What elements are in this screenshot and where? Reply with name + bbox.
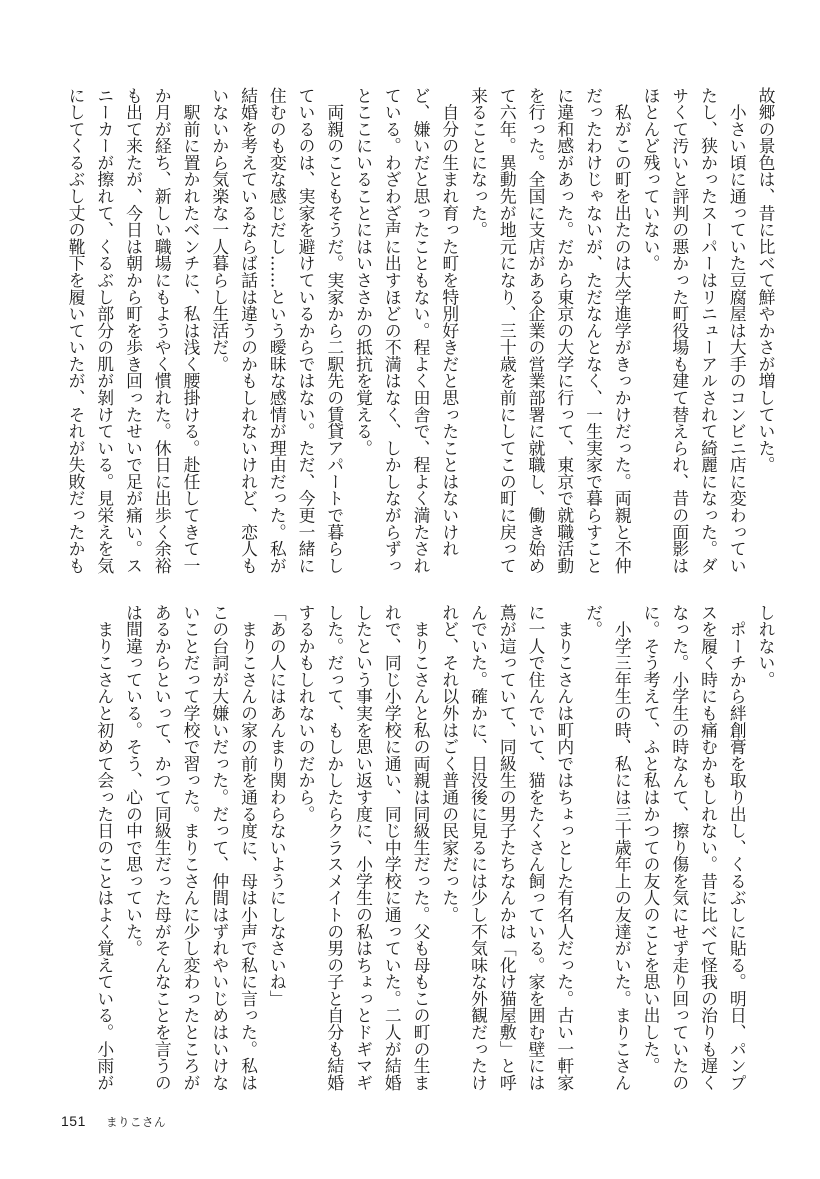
text-column: 故郷の景色は、昔に比べて鮮やかさが増していた。 — [756, 87, 776, 474]
text-column: とここにいることにはいささかの抵抗を覚える。 — [353, 87, 374, 457]
text-column: サくて汚いと評判の悪かった町役場も建て替えられ、昔の面影は — [669, 87, 690, 574]
text-column: だったわけじゃないが、ただなんとなく、一生実家で暮らすこと — [583, 87, 604, 574]
text-column: スを履く時にも痛むかもしれない。昔に比べて怪我の治りも遅く — [698, 604, 719, 1091]
text-column: ポーチから絆創膏を取り出し、くるぶしに貼る。明日、パンプ — [727, 604, 748, 1091]
text-column: に。そう考えて、ふと私はかつての友人のことを思い出した。 — [641, 604, 661, 1075]
text-column: したという事実を思い返す度に、小学生の私はちょっとドギマギ — [353, 604, 374, 1091]
text-column: んでいた。確かに、日没後に見るには少し不気味な外観だったけ — [468, 604, 489, 1091]
text-column: まりこさんと初めて会った日のことはよく覚えている。小雨が — [94, 604, 115, 1091]
text-column: 蔦が這っていて、同級生の男子たちなんかは「化け猫屋敷」と呼 — [497, 604, 518, 1091]
text-column: 小さい頃に通っていた豆腐屋は大手のコンビニ店に変わってい — [727, 87, 748, 574]
text-column: いないから気楽な一人暮らし生活だ。 — [209, 87, 230, 373]
page-number: 151 — [61, 1113, 86, 1129]
text-column: 自分の生まれ育った町を特別好きだと思ったことはないけれ — [439, 87, 460, 558]
text-column: ているのは、実家を避けているからではない。ただ、今更一緒に — [296, 87, 316, 574]
text-column: ニーカーが擦れて、くるぶし部分の肌が剝けている。見栄えを気 — [94, 87, 115, 574]
text-column: まりこさんの家の前を通る度に、母は小声で私に言った。私は — [238, 604, 259, 1091]
text-column: するかもしれないのだから。 — [296, 604, 316, 823]
text-column: て六年。異動先が地元になり、三十歳を前にしてこの町に戻って — [497, 87, 518, 574]
text-column: を行った。全国に支店がある企業の営業部署に就職し、働き始め — [526, 87, 546, 574]
text-column: は間違っている。そう、心の中で思っていた。 — [123, 604, 144, 957]
text-column: 住むのも変な感じだし……という曖昧な感情が理由だった。私が — [267, 87, 288, 574]
text-column: ど、嫌いだと思ったこともない。程よく田舎で、程よく満たされ — [411, 87, 431, 574]
text-column: ている。わざわざ声に出すほどの不満はなく、しかしながらずっ — [382, 87, 403, 574]
text-column: 結婚を考えているならば話は違うのかもしれないけれど、恋人も — [238, 87, 259, 574]
text-column: なった。小学生の時なんて、擦り傷を気にせず走り回っていたの — [669, 604, 690, 1091]
bottom-text-block — [90, 604, 780, 1096]
text-column: 両親のこともそうだ。実家から二駅先の賃貸アパートで暮らし — [324, 87, 345, 574]
text-column: 駅前に置かれたベンチに、私は浅く腰掛ける。赴任してきて一 — [181, 87, 201, 574]
text-column: あるからといって、かつて同級生だった母がそんなことを言うの — [152, 604, 173, 1091]
text-column: 「あの人にはあんまり関わらないようにしなさいね」 — [267, 604, 288, 1007]
text-column: まりこさんは町内ではちょっとした有名人だった。古い一軒家 — [554, 604, 575, 1091]
text-column: しれない。 — [756, 604, 776, 688]
text-column: れど、それ以外はごく普通の民家だった。 — [439, 604, 460, 924]
text-column: も出て来たが、今日は朝から町を歩き回ったせいで足が痛い。ス — [123, 87, 144, 574]
text-column: まりこさんと私の両親は同級生だった。父も母もこの町の生ま — [411, 604, 431, 1091]
text-column: れで、同じ小学校に通い、同じ中学校に通っていた。二人が結婚 — [382, 604, 403, 1091]
text-column: か月が経ち、新しい職場にもようやく慣れた。休日に出歩く余裕 — [152, 87, 173, 574]
text-column: 小学三年生の時、私には三十歳年上の友達がいた。まりこさん — [612, 604, 633, 1091]
text-column: たし、狭かったスーパーはリニューアルされて綺麗になった。ダ — [698, 87, 719, 574]
top-text-block — [61, 87, 780, 579]
text-column: だ。 — [583, 604, 604, 638]
running-title: まりこさん — [106, 1115, 166, 1129]
text-column: 来ることになった。 — [468, 87, 489, 239]
text-column: にしてくるぶし丈の靴下を履いていたが、それが失敗だったかも — [66, 87, 86, 574]
text-column: ほとんど残っていない。 — [641, 87, 661, 272]
text-column: に違和感があった。だから東京の大学に行って、東京で就職活動 — [554, 87, 575, 574]
text-column: した。だって、もしかしたらクラスメイトの男の子と自分も結婚 — [324, 604, 345, 1091]
text-column: この台詞が大嫌いだった。だって、仲間はずれやいじめはいけな — [209, 604, 230, 1091]
text-column: 私がこの町を出たのは大学進学がきっかけだった。両親と不仲 — [612, 87, 633, 574]
text-column: いことだって学校で習った。まりこさんに少し変わったところが — [181, 604, 201, 1091]
text-column: に一人で住んでいて、猫をたくさん飼っている。家を囲む壁には — [526, 604, 546, 1091]
